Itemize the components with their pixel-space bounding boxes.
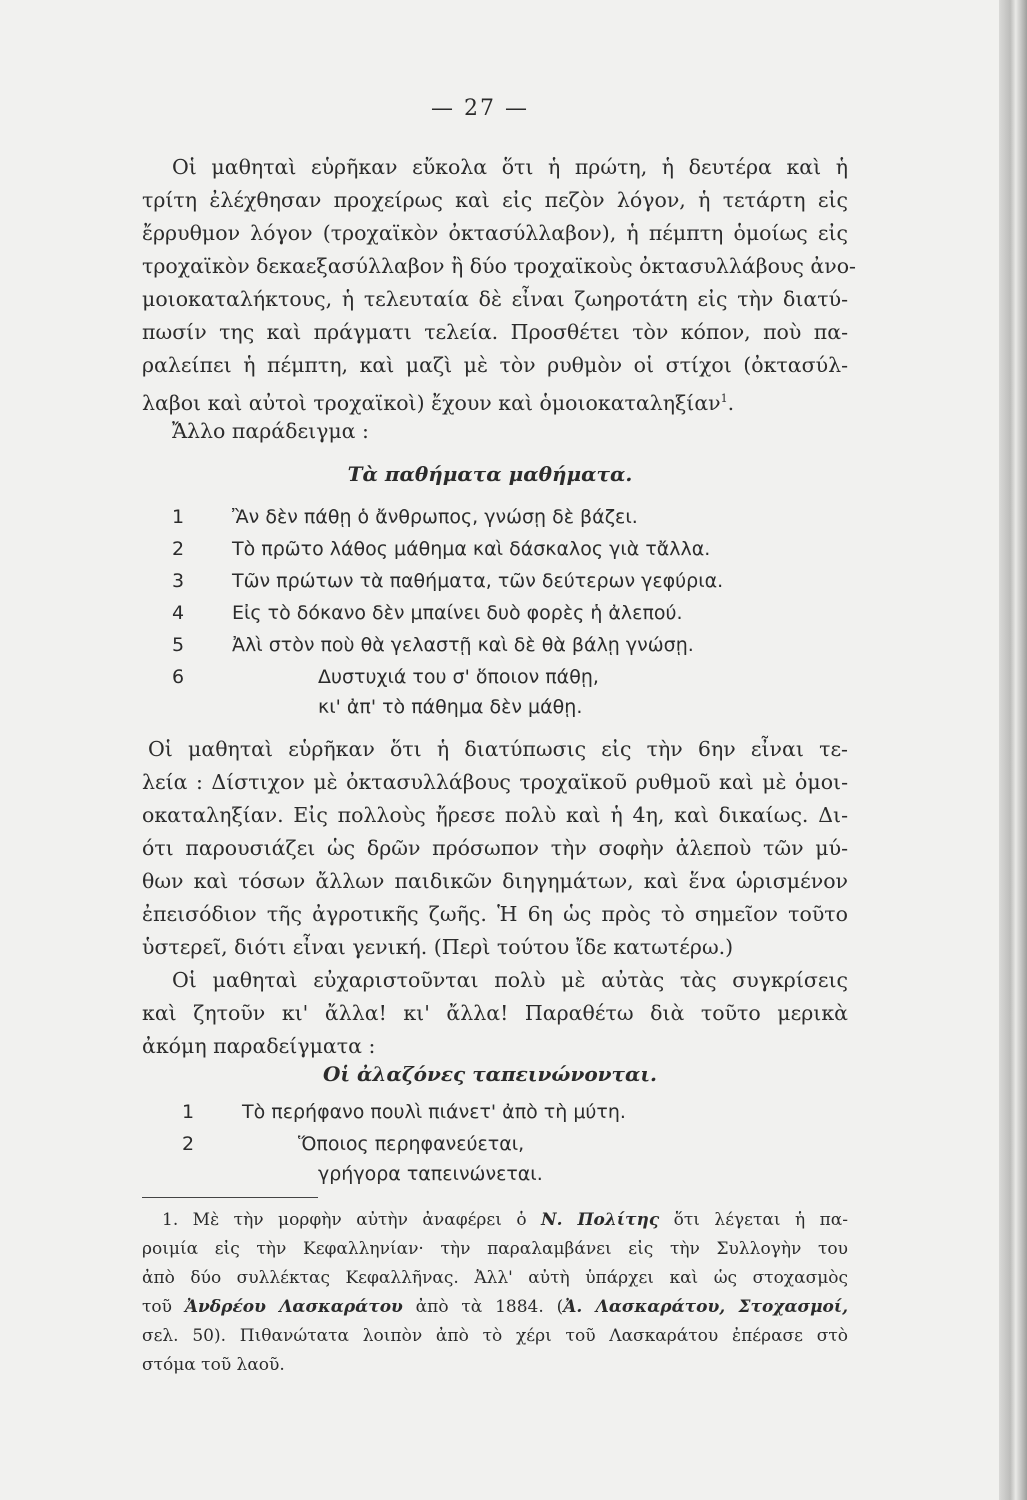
verse-number: 3 bbox=[171, 570, 185, 592]
text-line: ραλείπει ἡ πέμπτη, καὶ μαζὶ μὲ τὸν ρυθμὸν οἱ στίχοι (ὀκτασύλ- bbox=[142, 353, 848, 377]
footnote-line: ἀπὸ δύο συλλέκτας Κεφαλλῆνας. Ἀλλ' αὐτὴ ὑπάρχει καὶ ὡς στοχασμὸς bbox=[142, 1268, 848, 1288]
verse-text: Δυστυχιά του σ' ὅποιον πάθῃ, bbox=[318, 666, 599, 688]
text-line: λεία : Δίστιχον μὲ ὀκτασυλλάβους τροχαϊκοῦ ρυθμοῦ καὶ μὲ ὁμοι- bbox=[142, 770, 848, 794]
verse-line bbox=[168, 533, 710, 565]
author-work: Ἀ. Λασκαράτου, Στοχασμοί, bbox=[563, 1297, 849, 1317]
text-line: ἔρρυθμον λόγον (τροχαϊκὸν ὀκτασύλλαβον), ἡ πέμπτη ὁμοίως εἰς bbox=[142, 221, 848, 245]
text-line: τροχαϊκὸν δεκαεξασύλλαβον ἢ δύο τροχαϊκοὺς ὀκτασυλλάβους ἀνο- bbox=[142, 254, 856, 278]
footnote-ref: 1 bbox=[720, 392, 728, 405]
verse-number: 1 bbox=[181, 1101, 195, 1123]
footnote-text: τοῦ bbox=[142, 1297, 172, 1317]
text-line-end: . bbox=[727, 390, 735, 415]
text-line: ὑστερεῖ, διότι εἶναι γενική. (Περὶ τούτου ἴδε κατωτέρω.) bbox=[142, 935, 734, 959]
paragraph-3 bbox=[142, 964, 848, 1063]
verse-text: Τὸ πρῶτο λάθος μάθημα καὶ δάσκαλος γιὰ τἄλλα. bbox=[232, 538, 711, 560]
verse-text: Ἀλὶ στὸν ποὺ θὰ γελαστῇ καὶ δὲ θὰ βάλῃ γνώσῃ. bbox=[232, 634, 694, 656]
paragraph-intro-example bbox=[142, 415, 848, 448]
paragraph-1 bbox=[142, 151, 856, 420]
footnote-text: ἀπὸ τὰ 1884. ( bbox=[415, 1297, 564, 1317]
paragraph-2 bbox=[142, 733, 848, 964]
footnote-line: σελ. 50). Πιθανώτατα λοιπὸν ἀπὸ τὸ χέρι τοῦ Λασκαράτου ἐπέρασε στὸ bbox=[142, 1326, 848, 1346]
verse-line bbox=[168, 565, 723, 597]
text-line: Ἄλλο παράδειγμα : bbox=[172, 419, 369, 443]
poem-title-1: Τὰ παθήματα μαθήματα. bbox=[347, 462, 633, 486]
footnote-line: ροιμία εἰς τὴν Κεφαλληνίαν· τὴν παραλαμβάνει εἰς τὴν Συλλογὴν του bbox=[142, 1239, 848, 1259]
text-line: τρίτη ἐλέχθησαν προχείρως καὶ εἰς πεζὸν λόγον, ἡ τετάρτη εἰς bbox=[142, 188, 848, 212]
text-line-content: λαβοι καὶ αὐτοὶ τροχαϊκοὶ) ἔχουν καὶ ὁμοιοκαταληξίαν bbox=[142, 390, 721, 415]
verse-line: γρήγορα ταπεινώνεται. bbox=[318, 1163, 543, 1185]
verse-text: Ἂν δὲν πάθῃ ὁ ἄνθρωπος, γνώσῃ δὲ βάζει. bbox=[232, 506, 638, 528]
verse-number: 1 bbox=[171, 506, 185, 528]
footnote-rule bbox=[142, 1197, 318, 1198]
footnote-line bbox=[142, 1293, 848, 1322]
footnote bbox=[142, 1206, 848, 1380]
verse-line bbox=[168, 629, 694, 661]
footnote-line bbox=[142, 1206, 848, 1235]
poem-title-2: Οἱ ἀλαζόνες ταπεινώνονται. bbox=[322, 1062, 658, 1086]
verse-line: κι' ἀπ' τὸ πάθημα δὲν μάθῃ. bbox=[318, 696, 583, 718]
text-line: οκαταληξίαν. Εἰς πολλοὺς ἤρεσε πολὺ καὶ ἡ 4η, καὶ δικαίως. Δι- bbox=[142, 803, 848, 827]
text-line: ἐπεισόδιον τῆς ἀγροτικῆς ζωῆς. Ἡ 6η ὡς πρὸς τὸ σημεῖον τοῦτο bbox=[142, 902, 848, 926]
verse-text: Εἰς τὸ δόκανο δὲν μπαίνει δυὸ φορὲς ἡ ἀλεπού. bbox=[232, 602, 683, 624]
text-line: Οἱ μαθηταὶ εὑρῆκαν εὔκολα ὅτι ἡ πρώτη, ἡ δευτέρα καὶ ἡ bbox=[172, 155, 848, 179]
text-line: καὶ ζητοῦν κι' ἄλλα! κι' ἄλλα! Παραθέτω διὰ τοῦτο μερικὰ bbox=[142, 1001, 848, 1025]
footnote-text: ὅτι λέγεται ἡ πα- bbox=[673, 1210, 849, 1230]
author-name: Ν. Πολίτης bbox=[541, 1210, 660, 1230]
text-line: θων καὶ τόσων ἄλλων παιδικῶν διηγημάτων, καὶ ἕνα ὡρισμένον bbox=[142, 869, 848, 893]
verse-number: 5 bbox=[171, 634, 185, 656]
text-line: μοιοκαταλήκτους, ἡ τελευταία δὲ εἶναι ζωηροτάτη εἰς τὴν διατύ- bbox=[142, 287, 848, 311]
page-edge bbox=[999, 0, 1027, 1500]
footnote-line: στόμα τοῦ λαοῦ. bbox=[142, 1355, 285, 1375]
page-number: — 27 — bbox=[431, 96, 529, 121]
text-line: ἀκόμη παραδείγματα : bbox=[142, 1034, 376, 1058]
verse-text: Τῶν πρώτων τὰ παθήματα, τῶν δεύτερων γεφύρια. bbox=[232, 570, 724, 592]
verse-number: 4 bbox=[171, 602, 185, 624]
text-line: Οἱ μαθηταὶ εὐχαριστοῦνται πολὺ μὲ αὐτὰς τὰς συγκρίσεις bbox=[172, 968, 848, 992]
author-name: Ἀνδρέου Λασκαράτου bbox=[184, 1297, 403, 1317]
text-line: πωσίν της καὶ πράγματι τελεία. Προσθέτει τὸν κόπον, ποὺ πα- bbox=[142, 320, 848, 344]
text-line: ότι παρουσιάζει ὡς δρῶν πρόσωπον τὴν σοφὴν ἀλεποὺ τῶν μύ- bbox=[142, 836, 848, 860]
verse-text: Τὸ περήφανο πουλὶ πιάνετ' ἀπὸ τὴ μύτη. bbox=[242, 1101, 626, 1123]
verse-line bbox=[168, 661, 599, 693]
verse-number: 6 bbox=[171, 666, 185, 688]
verse-line bbox=[168, 597, 683, 629]
verse-line bbox=[178, 1128, 524, 1160]
verse-line bbox=[168, 501, 638, 533]
verse-line bbox=[178, 1096, 626, 1128]
footnote-text: 1. Μὲ τὴν μορφὴν αὐτὴν ἀναφέρει ὁ bbox=[162, 1210, 527, 1230]
verse-number: 2 bbox=[171, 538, 185, 560]
verse-text: Ὅποιος περηφανεύεται, bbox=[298, 1133, 525, 1155]
verse-number: 2 bbox=[181, 1133, 195, 1155]
text-line: Οἱ μαθηταὶ εὑρῆκαν ὅτι ἡ διατύπωσις εἰς τὴν 6ην εἶναι τε- bbox=[148, 737, 848, 761]
